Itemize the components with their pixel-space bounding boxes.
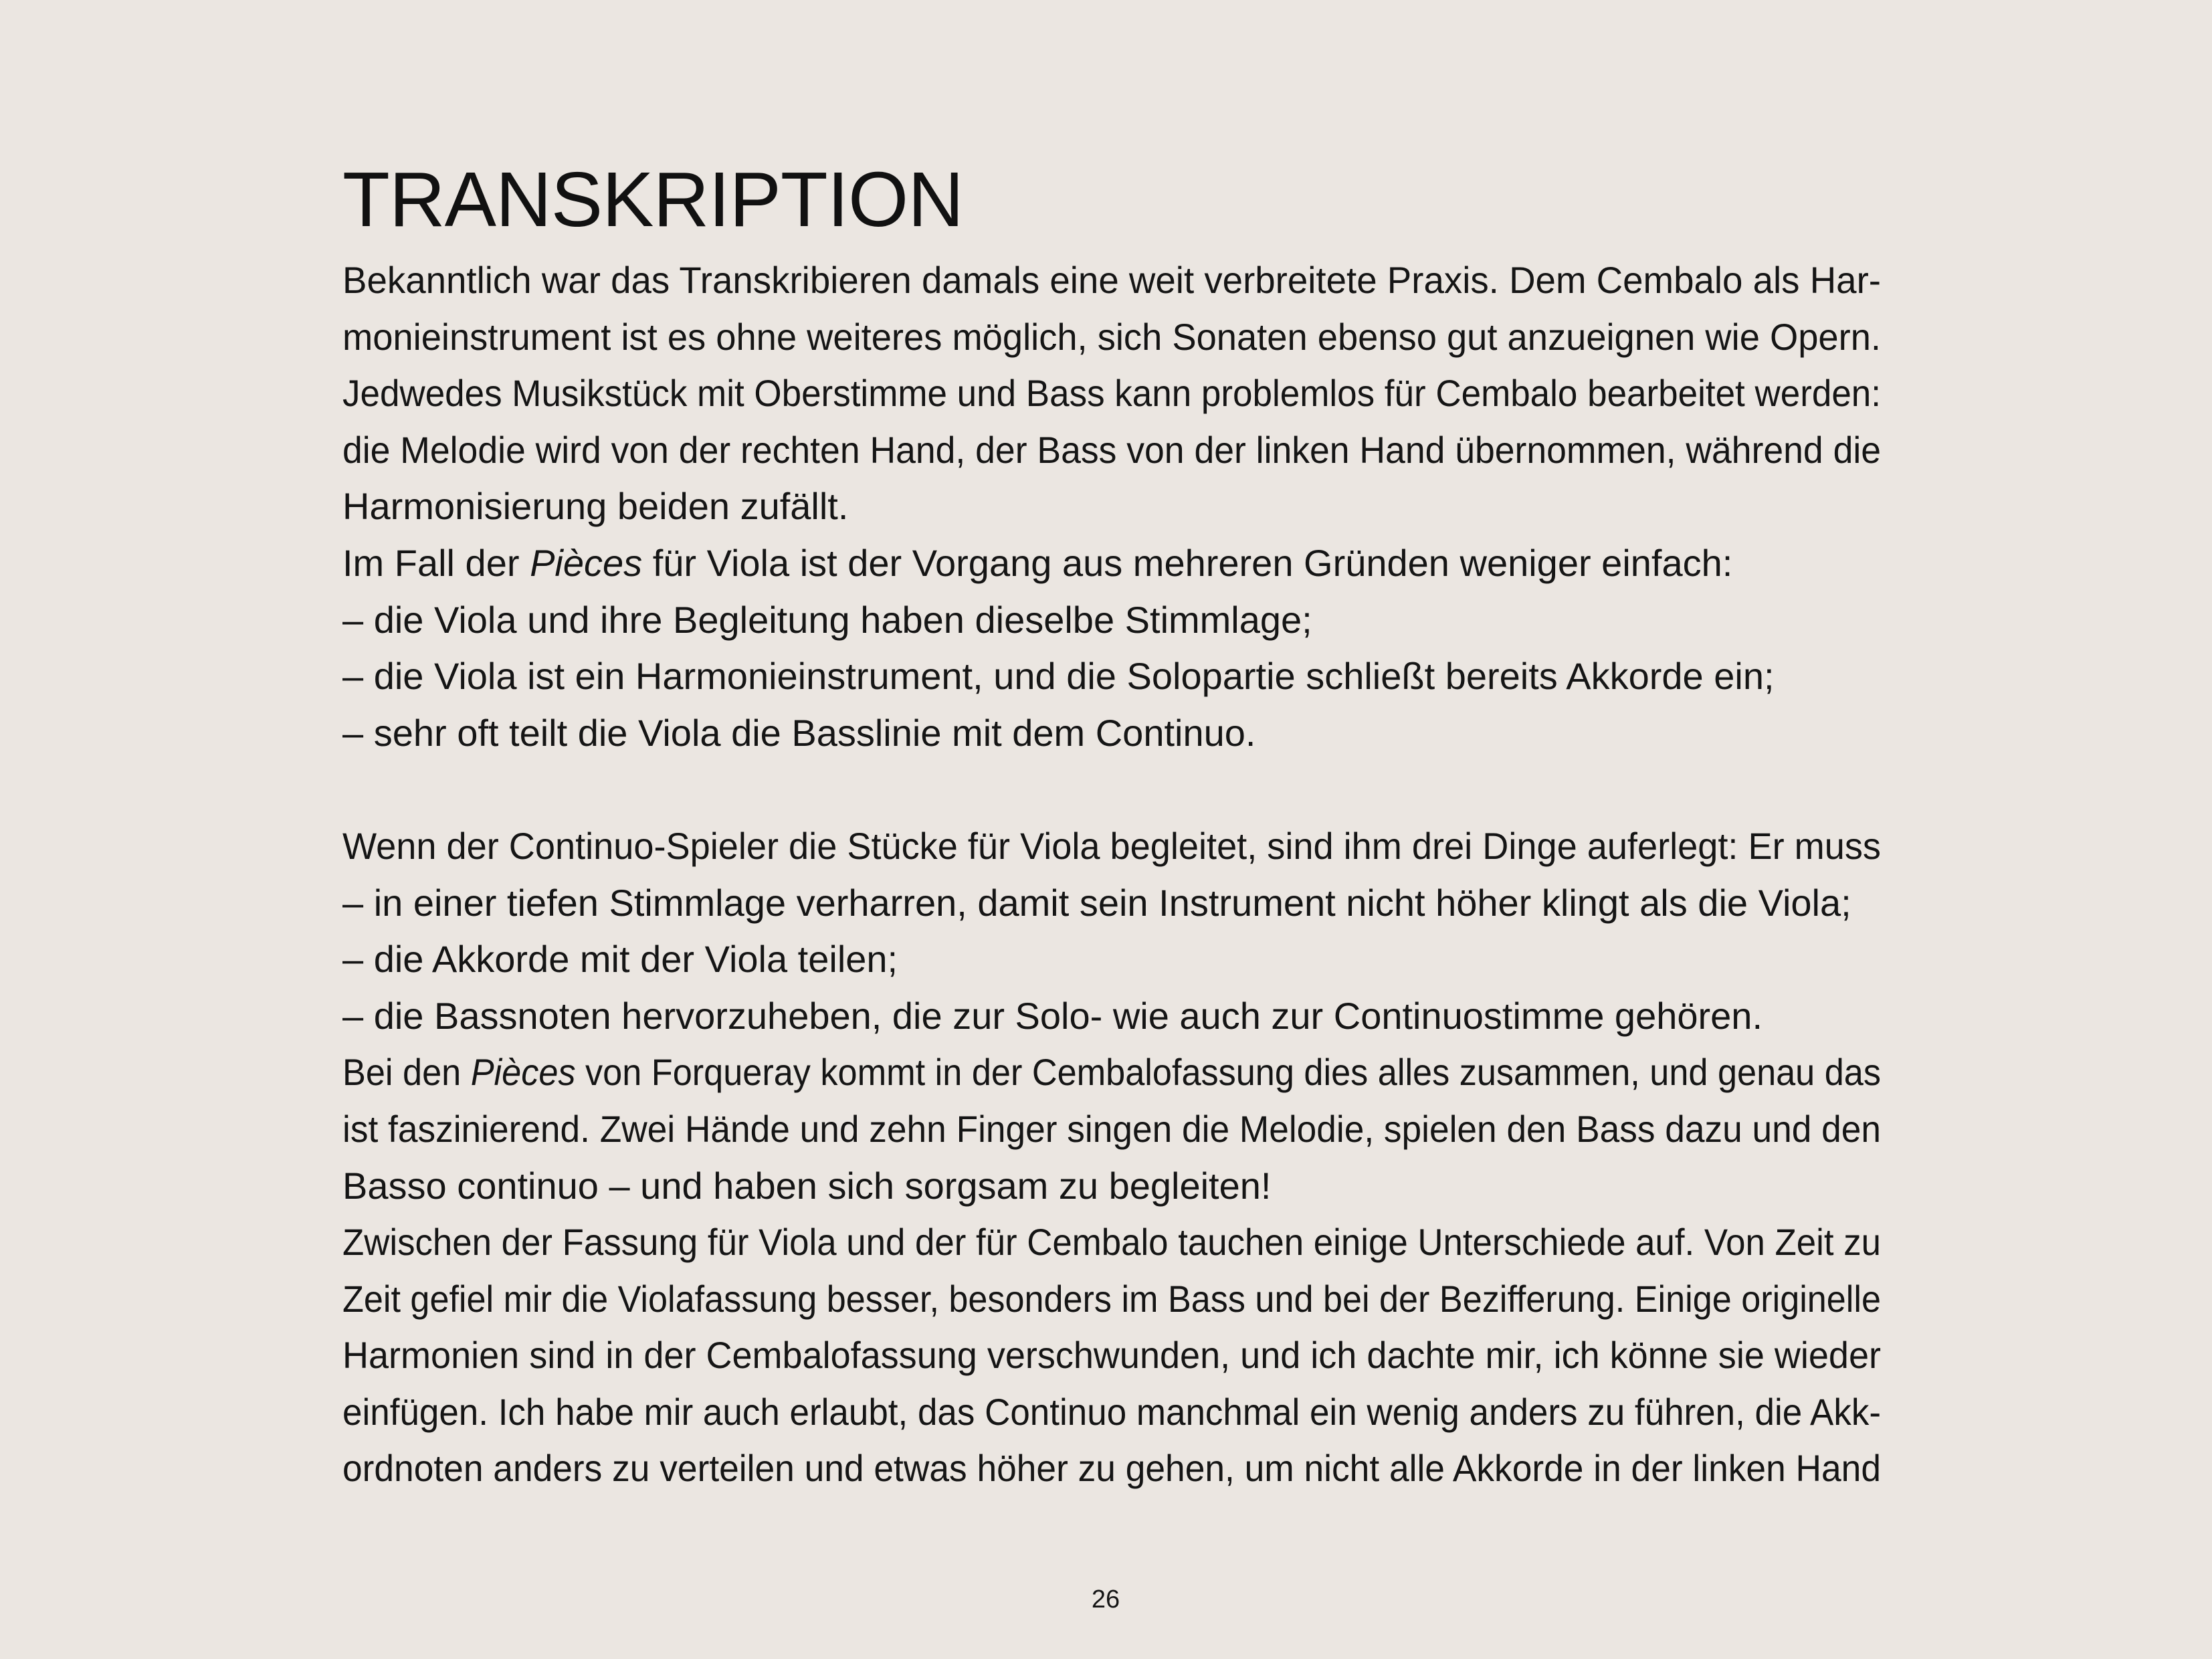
text-segment: – die Viola ist ein Harmonieinstrument, und die Solopartie schließt bereits Akkorde ein;: [342, 655, 1775, 698]
body-text: [342, 252, 1881, 1497]
text-line: [342, 1440, 1881, 1497]
text-line: [342, 1101, 1881, 1158]
text-segment: Harmonisierung beiden zufällt.: [342, 485, 849, 528]
text-segment: Harmonien sind in der Cembalofassung verschwunden, und ich dachte mir, ich könne sie wieder: [342, 1334, 1881, 1377]
text-segment: Bei den: [342, 1051, 471, 1094]
text-segment: für Viola ist der Vorgang aus mehreren Gründen weniger einfach:: [642, 541, 1733, 584]
italic-text: Pièces: [530, 541, 643, 584]
text-segment: Wenn der Continuo-Spieler die Stücke für Viola begleitet, sind ihm drei Dinge auferlegt: Er muss: [342, 824, 1881, 867]
text-line: [342, 648, 1881, 705]
text-line: [342, 252, 1881, 309]
text-segment: Bekanntlich war das Transkribieren damals eine weit verbreitete Praxis. Dem Cembalo als Har-: [342, 259, 1881, 301]
text-segment: Im Fall der: [342, 541, 530, 584]
text-segment: von Forqueray kommt in der Cembalofassung dies alles zusammen, und genau das: [575, 1051, 1881, 1094]
text-line: [342, 931, 1881, 988]
text-line: [342, 478, 1881, 535]
text-line: [342, 309, 1881, 366]
text-line: [342, 818, 1881, 875]
text-segment: – die Akkorde mit der Viola teilen;: [342, 938, 898, 981]
text-line: [342, 422, 1881, 479]
text-line: [342, 705, 1881, 762]
text-line: [342, 875, 1881, 932]
italic-text: Pièces: [470, 1051, 576, 1094]
text-line: [342, 988, 1881, 1045]
text-segment: monieinstrument ist es ohne weiteres möglich, sich Sonaten ebenso gut anzueignen wie Opern.: [342, 315, 1881, 358]
text-line: [342, 1044, 1881, 1101]
text-segment: einfügen. Ich habe mir auch erlaubt, das Continuo manchmal ein wenig anders zu führen, die Akk-: [342, 1390, 1881, 1433]
text-segment: Zeit gefiel mir die Violafassung besser, besonders im Bass und bei der Bezifferung. Einige originelle: [342, 1277, 1881, 1320]
text-segment: – in einer tiefen Stimmlage verharren, damit sein Instrument nicht höher klingt als die Viola;: [342, 881, 1851, 924]
text-segment: die Melodie wird von der rechten Hand, der Bass von der linken Hand übernommen, während die: [342, 428, 1881, 471]
text-line: [342, 1271, 1881, 1328]
text-line: [342, 1214, 1881, 1271]
text-line: [342, 535, 1881, 592]
text-line: [342, 365, 1881, 422]
text-line: [342, 592, 1881, 649]
text-line: [342, 1384, 1881, 1441]
text-line: [342, 1327, 1881, 1384]
page-number: 26: [1091, 1585, 1120, 1614]
page-title: TRANSKRIPTION: [342, 156, 963, 243]
text-segment: Basso continuo – und haben sich sorgsam zu begleiten!: [342, 1164, 1272, 1207]
text-segment: ordnoten anders zu verteilen und etwas höher zu gehen, um nicht alle Akkorde in der linken Hand: [342, 1447, 1881, 1490]
text-segment: Jedwedes Musikstück mit Oberstimme und Bass kann problemlos für Cembalo bearbeitet werden:: [342, 372, 1881, 415]
text-segment: – die Bassnoten hervorzuheben, die zur Solo- wie auch zur Continuostimme gehören.: [342, 994, 1763, 1037]
text-segment: Zwischen der Fassung für Viola und der für Cembalo tauchen einige Unterschiede auf. Von Zeit zu: [342, 1221, 1881, 1264]
text-segment: – die Viola und ihre Begleitung haben dieselbe Stimmlage;: [342, 598, 1312, 641]
blank-line: [342, 761, 1881, 818]
text-segment: – sehr oft teilt die Viola die Basslinie mit dem Continuo.: [342, 711, 1256, 754]
text-segment: ist faszinierend. Zwei Hände und zehn Finger singen die Melodie, spielen den Bass dazu und den: [342, 1107, 1881, 1150]
text-line: [342, 1158, 1881, 1215]
